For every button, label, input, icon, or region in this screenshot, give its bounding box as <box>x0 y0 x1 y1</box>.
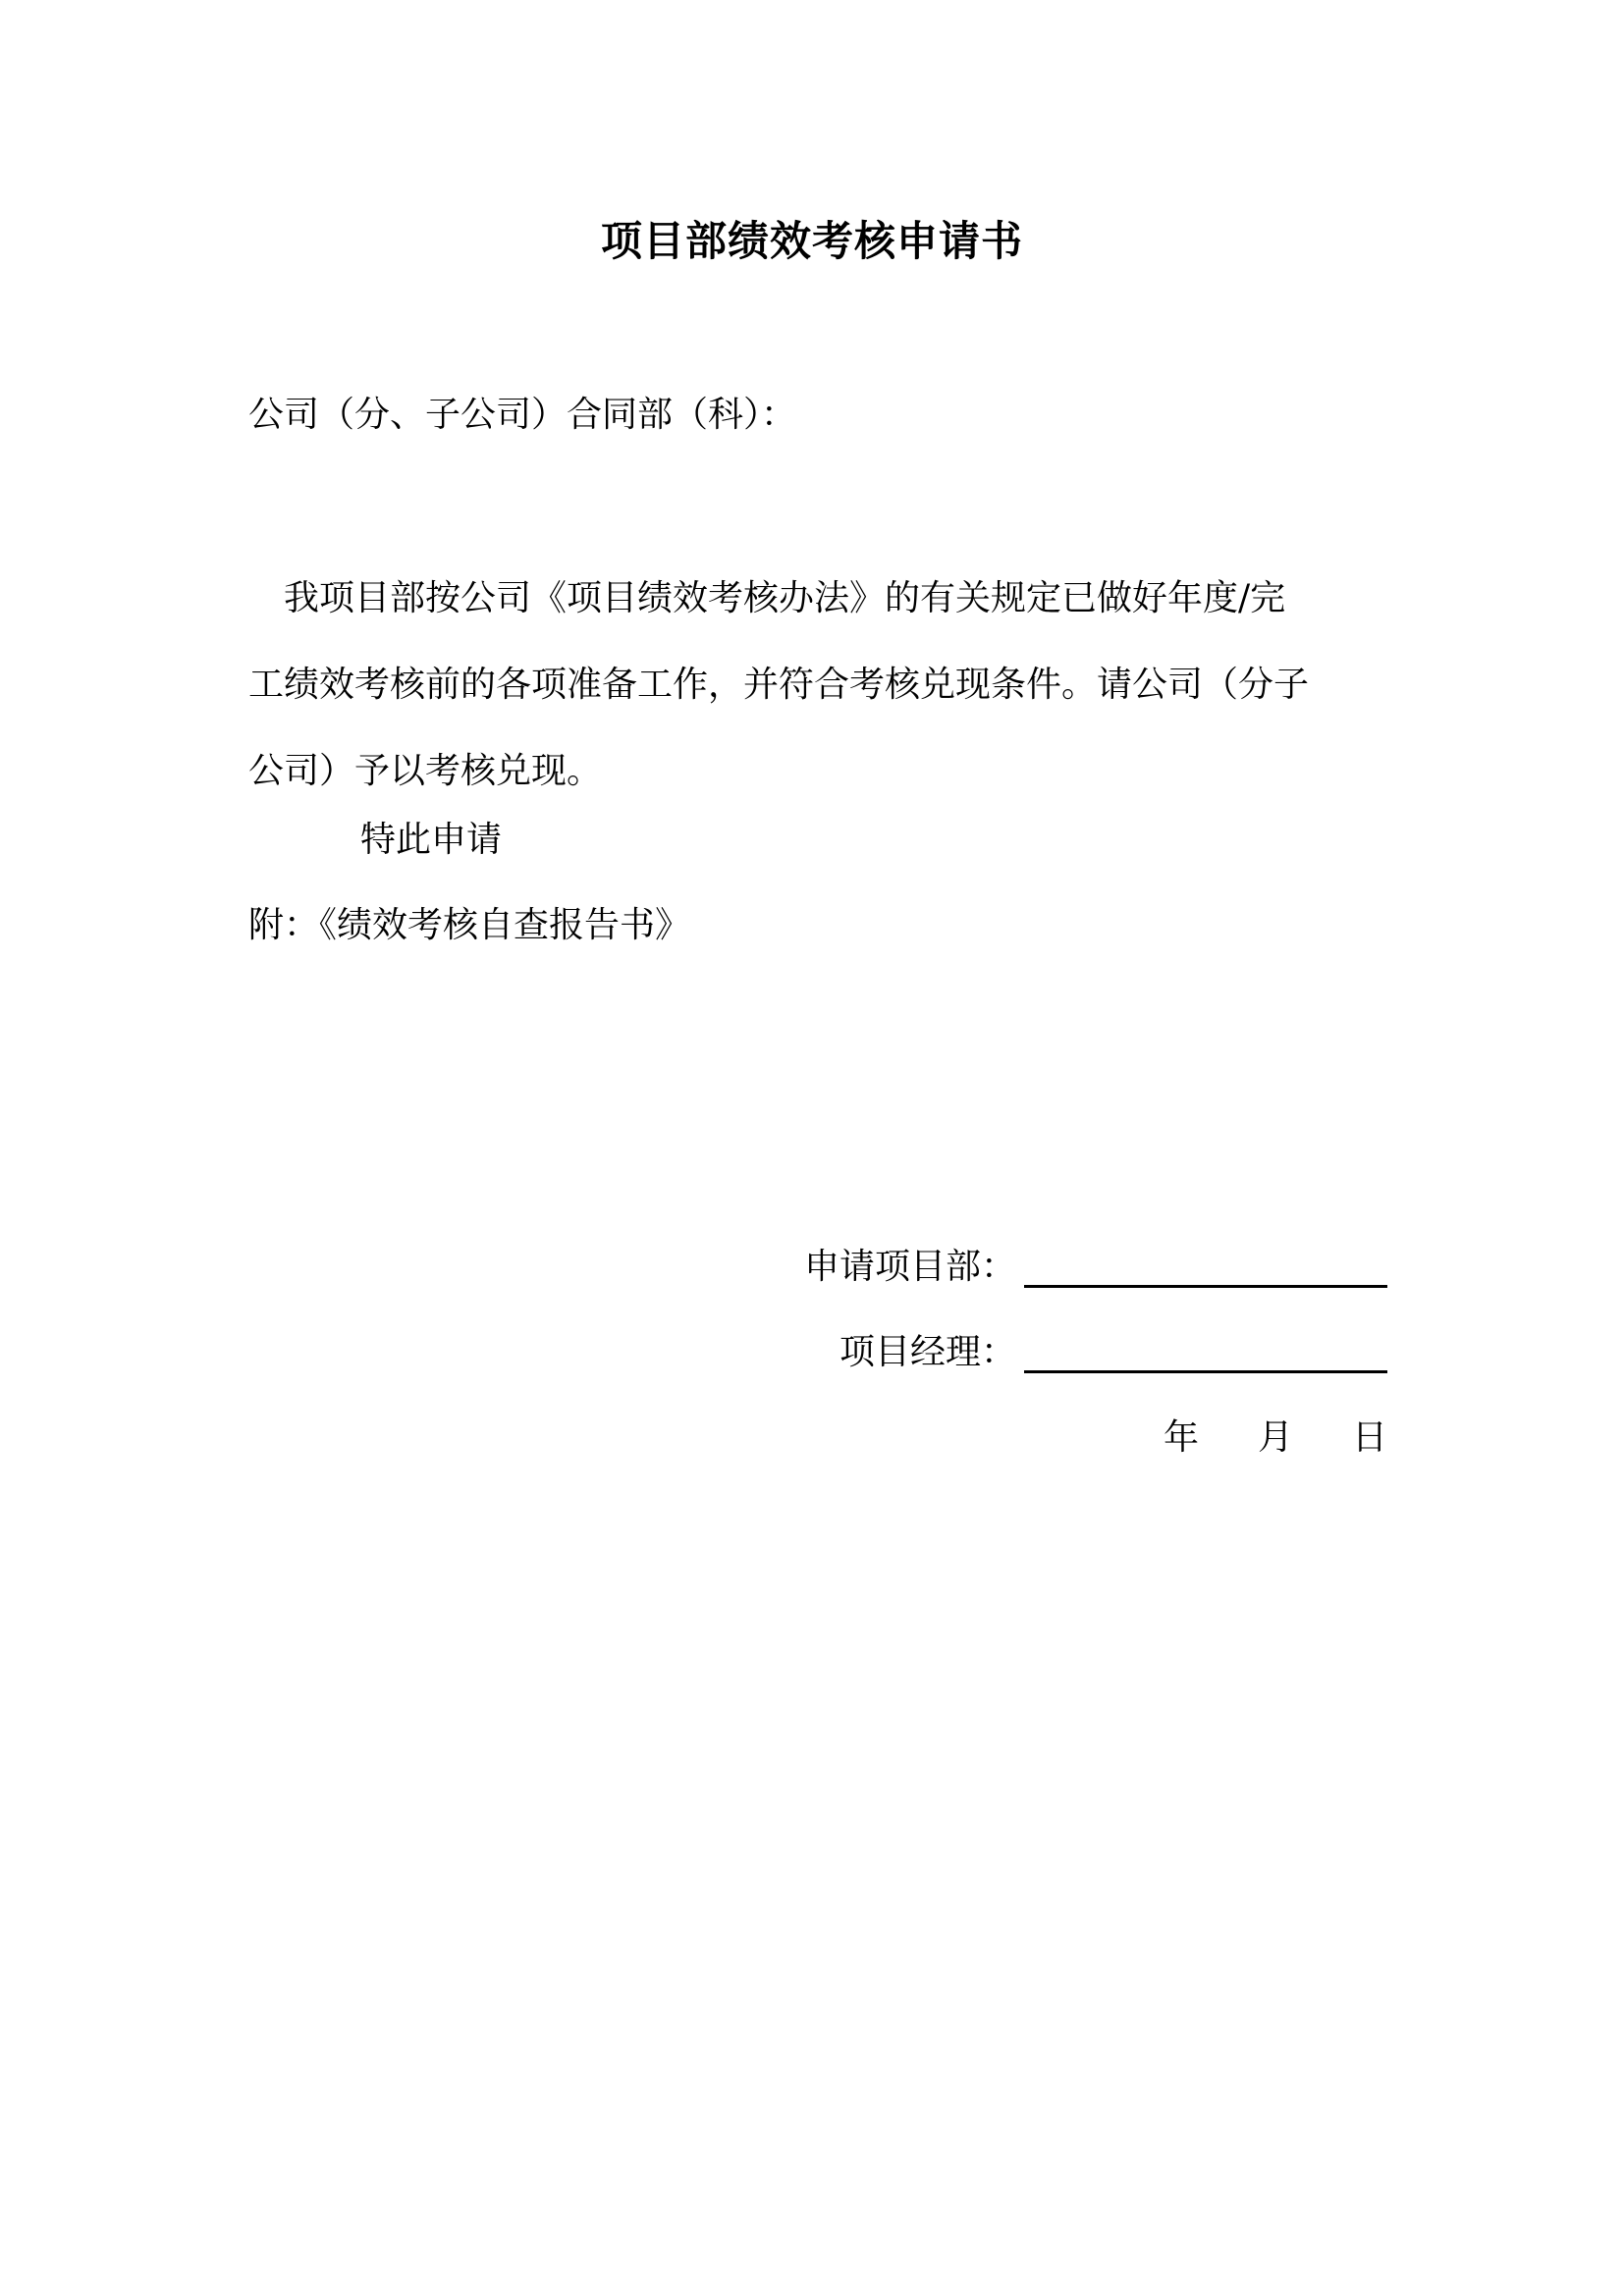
project-manager-blank[interactable] <box>1024 1335 1387 1373</box>
date-month: 月 <box>1257 1417 1293 1458</box>
body-line: 我项目部按公司《项目绩效考核办法》的有关规定已做好年度/完 <box>284 578 1286 618</box>
applicant-dept-blank[interactable] <box>1024 1250 1387 1288</box>
addressee-line: 公司（分、子公司）合同部（科）： <box>248 395 797 435</box>
document-title: 项目部绩效考核申请书 <box>600 217 1023 265</box>
closing-phrase: 特此申请 <box>360 820 503 860</box>
project-manager-signature <box>839 1328 1387 1377</box>
project-manager-label: 项目经理： <box>839 1332 1016 1372</box>
date-day: 日 <box>1351 1417 1387 1458</box>
date-line <box>1164 1414 1387 1463</box>
date-year: 年 <box>1163 1417 1199 1458</box>
applicant-dept-signature <box>804 1243 1387 1292</box>
applicant-dept-label: 申请项目部： <box>803 1247 1016 1287</box>
body-paragraph <box>248 556 1387 815</box>
attachment-line: 附：《绩效考核自查报告书》 <box>248 905 691 945</box>
body-line: 公司）予以考核兑现。 <box>248 751 603 791</box>
body-line: 工绩效考核前的各项准备工作，并符合考核兑现条件。请公司（分子 <box>248 665 1310 705</box>
